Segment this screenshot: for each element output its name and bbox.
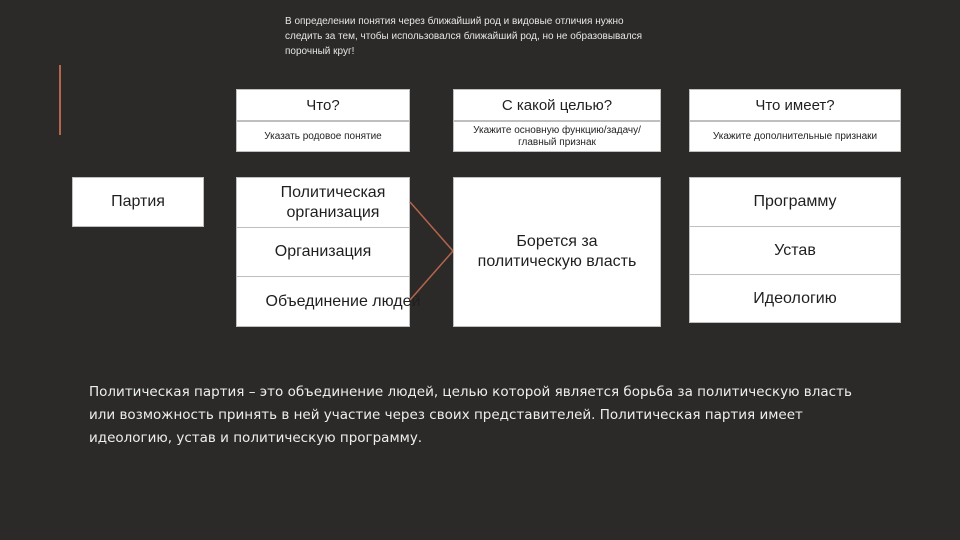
attribute-item: Устав — [774, 241, 816, 259]
genus-item: Организация — [274, 243, 372, 260]
header-has: Что имеет? — [689, 89, 901, 121]
header-purpose: С какой целью? — [453, 89, 661, 121]
term-box: Партия — [72, 177, 204, 227]
attribute-item: Программу — [753, 193, 837, 210]
attribute-item: Идеологию — [753, 290, 837, 307]
hint-purpose: Укажите основную функцию/задачу/главный признак — [453, 121, 661, 152]
definition-note: В определении понятия через ближайший род и видовые отличия нужно следить за тем, чтобы использовался ближайший род, но не образовывался порочный круг! — [285, 16, 643, 57]
genus-item: Объединение людей — [265, 293, 421, 310]
hint-what: Указать родовое понятие — [236, 121, 410, 152]
purpose-box: Борется за политическую власть — [453, 177, 661, 327]
attributes-box — [689, 177, 901, 323]
hint-has: Укажите дополнительные признаки — [689, 121, 901, 152]
summary-text: Политическая партия – это объединение людей, целью которой является борьба за политическую власть или возможность принять в ней участие через своих представителей. Политическая партия имеет идеологию, устав и политическую программу. — [89, 384, 852, 446]
genus-item: Политическая организация — [280, 183, 386, 221]
header-what: Что? — [236, 89, 410, 121]
